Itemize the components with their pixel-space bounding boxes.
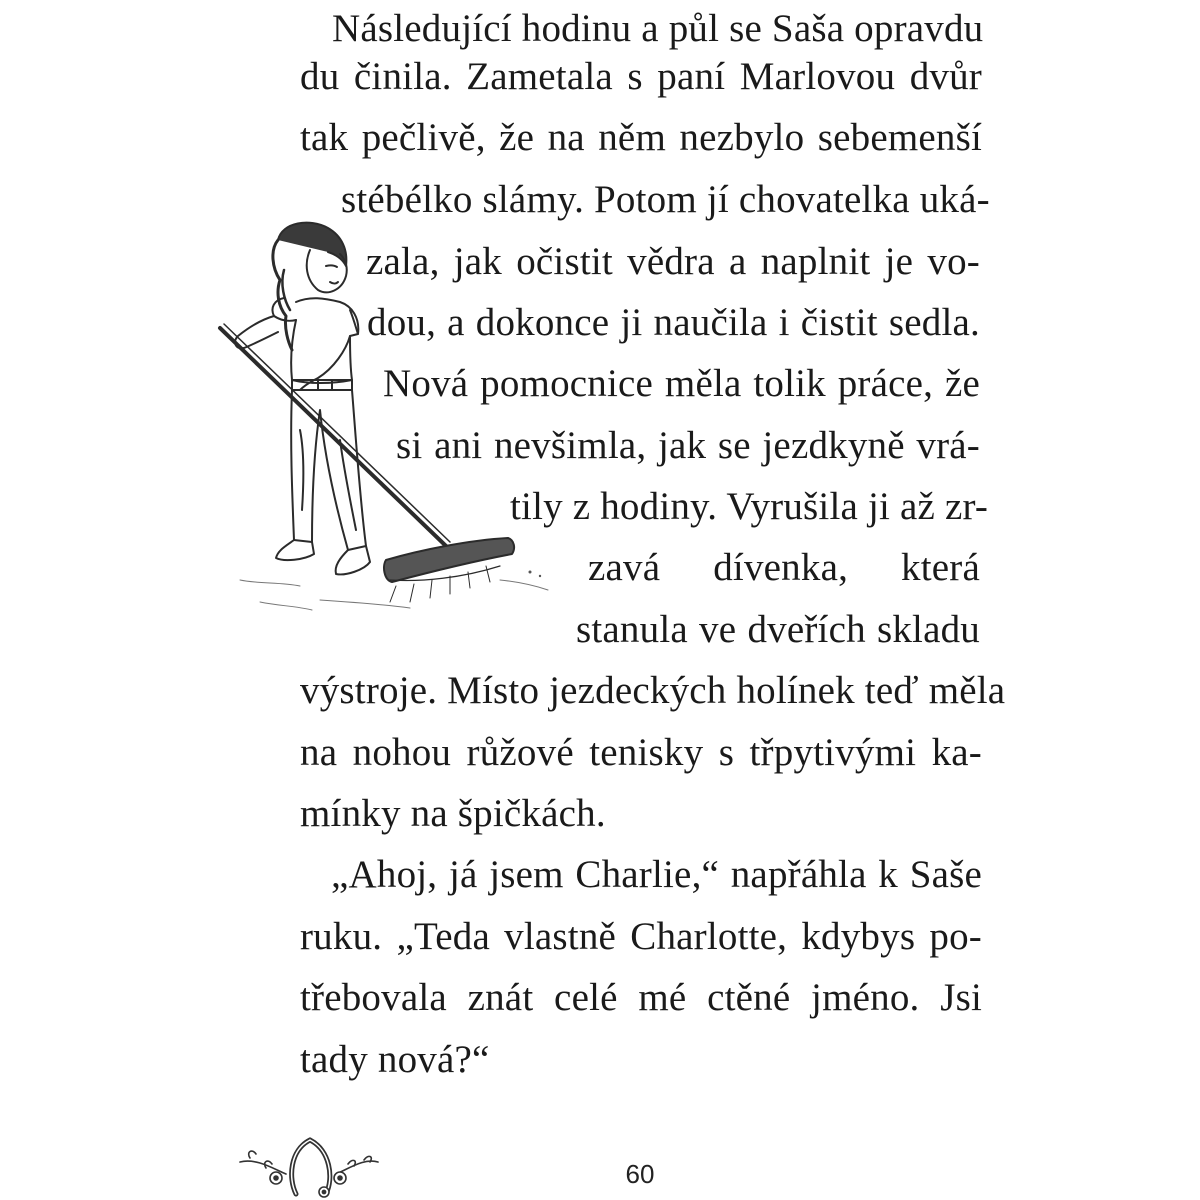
- text-line-1: Následující hodinu a půl se Saša opravdu: [332, 7, 984, 50]
- text-line-7: Nová pomocnice měla tolik práce, že: [383, 362, 980, 405]
- text-line-2: du činila. Zametala s paní Marlovou dvůr: [300, 55, 982, 98]
- text-line-9: tily z hodiny. Vyrušila ji až zr-: [510, 485, 989, 528]
- text-line-5: zala, jak očistit vědra a naplnit je vo-: [366, 240, 980, 283]
- text-line-8: si ani nevšimla, jak se jezdkyně vrá-: [396, 424, 980, 467]
- text-line-11: stanula ve dveřích skladu: [576, 608, 980, 651]
- page-number: 60: [625, 1159, 655, 1189]
- text-line-6: dou, a dokonce ji naučila i čistit sedla.: [367, 301, 980, 344]
- text-line-15: „Ahoj, já jsem Charlie,“ napřáhla k Saše: [331, 853, 982, 896]
- text-line-17: třebovala znát celé mé ctěné jméno. Jsi: [300, 976, 982, 1019]
- text-line-3: tak pečlivě, že na něm nezbylo sebemenší: [300, 116, 982, 159]
- text-line-10: zavá dívenka, která: [588, 546, 980, 589]
- text-line-16: ruku. „Teda vlastně Charlotte, kdybys po-: [300, 915, 982, 958]
- text-line-4: stébélko slámy. Potom jí chovatelka uká-: [341, 178, 990, 221]
- girl-sweeping-illustration: [200, 210, 550, 630]
- text-line-14: mínky na špičkách.: [300, 792, 606, 835]
- text-line-18: tady nová?“: [300, 1038, 490, 1081]
- text-line-12: výstroje. Místo jezdeckých holínek teď měla: [300, 669, 1006, 712]
- text-line-13: na nohou růžové tenisky s třpytivými ka-: [300, 731, 982, 774]
- horseshoe-flower-ornament: [236, 1128, 382, 1200]
